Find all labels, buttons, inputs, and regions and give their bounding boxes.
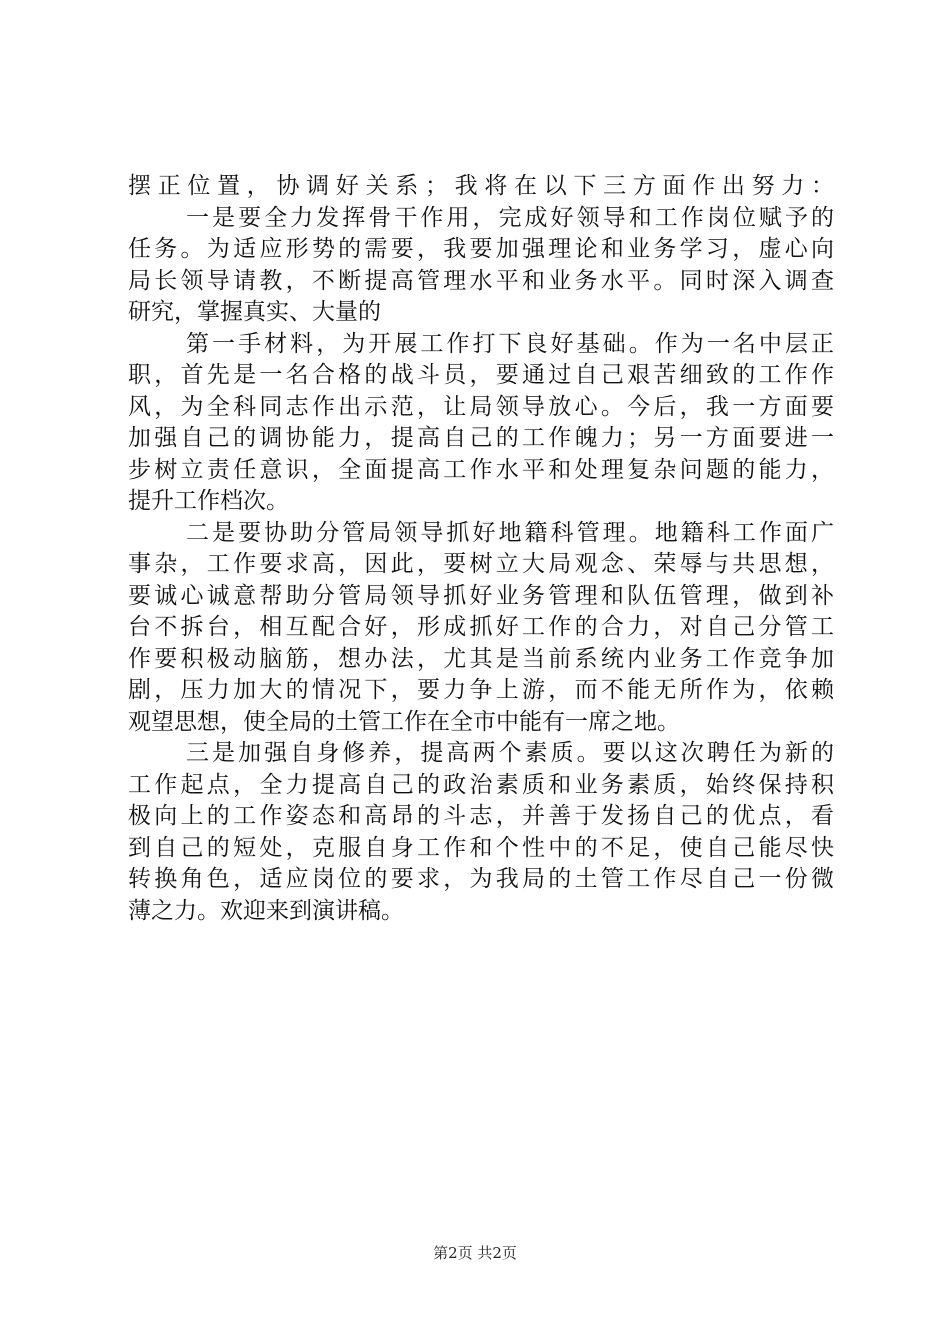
- text-line: 薄之力。欢迎来到演讲稿。: [128, 897, 404, 924]
- text-line: 任务。为适应形势的需要，我要加强理论和业务学习，虚心向: [128, 236, 834, 262]
- paragraph-start-line: 第一手材料，为开展工作打下良好基础。作为一名中层正: [186, 330, 834, 357]
- text-line: 台不拆台，相互配合好，形成抓好工作的合力，对自己分管工: [128, 614, 834, 640]
- text-line: 观望思想，使全局的土管工作在全市中能有一席之地。: [128, 708, 680, 735]
- text-line: 转换角色，适应岗位的要求，为我局的土管工作尽自己一份微: [128, 866, 834, 892]
- text-line: 事杂，工作要求高，因此，要树立大局观念、荣辱与共思想，: [128, 551, 834, 577]
- paragraph-start-line: 二是要协助分管局领导抓好地籍科管理。地籍科工作面广: [186, 519, 834, 546]
- text-line: 步树立责任意识，全面提高工作水平和处理复杂问题的能力，: [128, 456, 834, 483]
- text-line: 职，首先是一名合格的战斗员，要通过自己艰苦细致的工作作: [128, 362, 834, 388]
- text-line: 工作起点，全力提高自己的政治素质和业务素质，始终保持积: [128, 771, 834, 798]
- document-body: [128, 171, 834, 927]
- text-line: 加强自己的调协能力，提高自己的工作魄力；另一方面要进一: [128, 425, 834, 451]
- text-line: 局长领导请教，不断提高管理水平和业务水平。同时深入调查: [128, 267, 834, 294]
- text-line: 研究，掌握真实、大量的: [128, 299, 381, 325]
- text-line: 提升工作档次。: [128, 488, 289, 514]
- page-number-footer: 第2页 共2页: [433, 1244, 517, 1262]
- paragraph-start-line: 三是加强自身修养，提高两个素质。要以这次聘任为新的: [186, 740, 834, 766]
- text-line: 剧，压力加大的情况下，要力争上游，而不能无所作为，依赖: [128, 677, 834, 703]
- text-line: 要诚心诚意帮助分管局领导抓好业务管理和队伍管理，做到补: [128, 582, 834, 609]
- text-line: 极向上的工作姿态和高昂的斗志，并善于发扬自己的优点，看: [128, 803, 834, 829]
- text-line: 风，为全科同志作出示范，让局领导放心。今后，我一方面要: [128, 393, 834, 420]
- text-line: 到自己的短处，克服自身工作和个性中的不足，使自己能尽快: [128, 834, 834, 861]
- paragraph-start-line: 一是要全力发挥骨干作用，完成好领导和工作岗位赋予的: [186, 204, 834, 231]
- text-line: 摆正位置，协调好关系；我将在以下三方面作出努力：: [128, 173, 834, 199]
- text-line: 作要积极动脑筋，想办法，尤其是当前系统内业务工作竞争加: [128, 645, 834, 672]
